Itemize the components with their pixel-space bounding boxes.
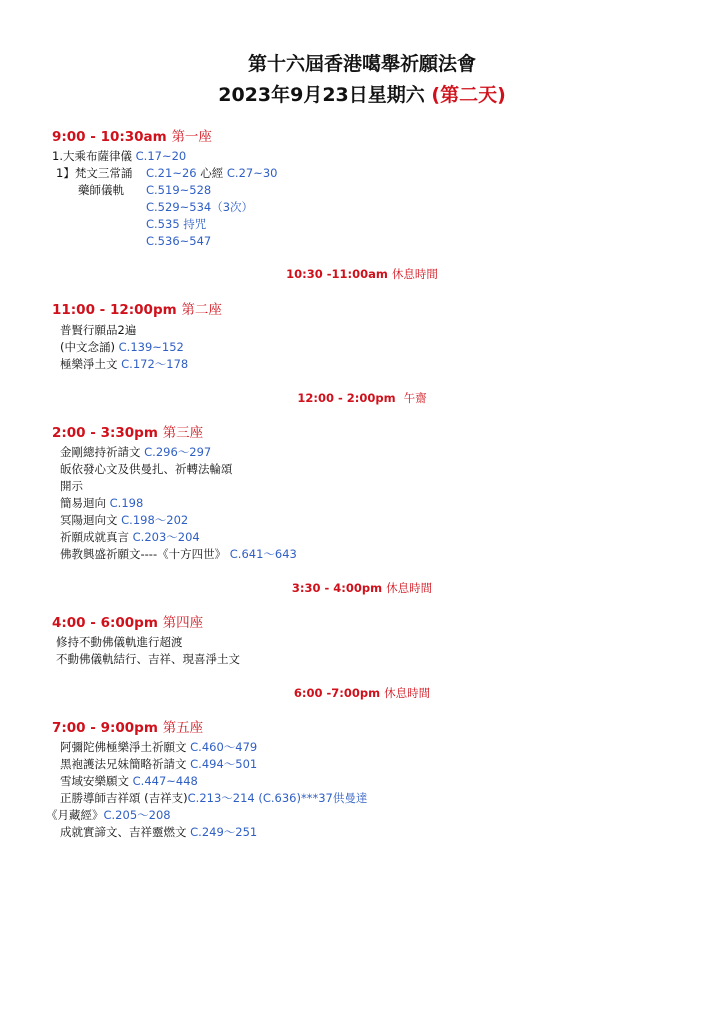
session-1-heading (52, 128, 212, 146)
list-item (60, 444, 211, 460)
page-ref: C.17~20 (135, 149, 187, 163)
break-time: 6:00 -7:00pm (293, 686, 381, 700)
list-item (60, 461, 233, 477)
page-ref: C.535 持咒 (146, 217, 207, 231)
page-ref: C.536~547 (146, 234, 212, 248)
session-2-heading (52, 301, 222, 319)
session-4-heading (52, 614, 203, 632)
list-item (60, 824, 257, 840)
list-item (60, 546, 297, 562)
page-ref: C.460～479 (190, 740, 258, 754)
session-name: 第二座 (181, 302, 222, 318)
list-item (60, 322, 136, 338)
list-item (60, 495, 143, 511)
break-label: 午齋 (403, 391, 427, 405)
break-heading (0, 685, 724, 701)
item-text: 阿彌陀佛極樂淨土祈願文 (60, 740, 187, 754)
session-3-heading (52, 424, 203, 442)
break-label: 休息時間 (386, 581, 433, 595)
item-text: 極樂淨土文 (60, 357, 118, 371)
list-item (52, 148, 186, 164)
page-ref: C.249～251 (190, 825, 258, 839)
item-text: 普賢行願品2遍 (60, 323, 137, 337)
page-ref: C.494～501 (190, 757, 258, 771)
list-item (78, 182, 124, 198)
item-text: 簡易迴向 (60, 496, 106, 510)
page-ref: C.198 (109, 496, 144, 510)
page-ref: C.296～297 (144, 445, 212, 459)
item-text: 皈依發心文及供曼扎、祈轉法輪頌 (60, 462, 233, 476)
break-heading (0, 580, 724, 596)
item-text: 成就實諦文、吉祥靈燃文 (60, 825, 187, 839)
document-date-heading (0, 83, 724, 107)
page-ref-secondary: C.27~30 (226, 166, 278, 180)
page-ref: C.519~528 (146, 183, 212, 197)
item-text: (中文念誦) (60, 340, 115, 354)
session-name: 第四座 (162, 615, 204, 631)
session-name: 第五座 (162, 720, 204, 736)
page-ref: C.641～643 (229, 547, 297, 561)
item-text-secondary: 心經 (200, 166, 224, 180)
session-time: 4:00 - 6:00pm (52, 615, 158, 631)
session-time: 7:00 - 9:00pm (52, 720, 158, 736)
item-text: 金剛總持祈請文 (60, 445, 141, 459)
item-text: 修持不動佛儀軌進行超渡 (56, 635, 183, 649)
page-ref: C.447~448 (132, 774, 198, 788)
session-time: 11:00 - 12:00pm (52, 302, 177, 318)
item-text: 不動佛儀軌結行、吉祥、現喜淨土文 (56, 652, 240, 666)
page-ref: C.172～178 (121, 357, 189, 371)
page-ref: C.139~152 (118, 340, 184, 354)
day-label: (第二天) (431, 84, 506, 106)
break-time: 12:00 - 2:00pm (297, 391, 396, 405)
item-text: 1】梵文三常誦 (56, 166, 133, 180)
session-time: 9:00 - 10:30am (52, 129, 167, 145)
list-item-refs (146, 165, 278, 181)
list-item (60, 739, 257, 755)
item-text: 1.大乘布薩律儀 (52, 149, 132, 163)
list-item (60, 790, 367, 806)
list-item (60, 756, 257, 772)
document-title: 第十六屆香港噶舉祈願法會 (247, 53, 476, 75)
page-ref: C.529~534（3次） (146, 200, 254, 214)
list-item (60, 512, 188, 528)
item-text: 佛教興盛祈願文----《十方四世》 (60, 547, 227, 561)
break-label: 休息時間 (384, 686, 431, 700)
page-ref: C.21~26 (146, 166, 197, 180)
page-ref: C.198～202 (121, 513, 189, 527)
session-time: 2:00 - 3:30pm (52, 425, 158, 441)
break-label: 休息時間 (391, 267, 438, 281)
page-ref: C.205～208 (103, 808, 171, 822)
item-text: 雪域安樂願文 (60, 774, 129, 788)
list-item (56, 165, 132, 181)
item-text: 《月藏經》 (46, 808, 104, 822)
list-item (56, 634, 183, 650)
item-text: 祈願成就真言 (60, 530, 129, 544)
item-text: 開示 (60, 479, 83, 493)
list-item (60, 773, 198, 789)
page-ref: C.213～214 (C.636)***37供曼達 (187, 791, 368, 805)
item-text: 正勝導師吉祥頌 (吉祥支) (60, 791, 188, 805)
list-item (56, 651, 240, 667)
list-item (60, 356, 188, 372)
item-text: 冥陽迴向文 (60, 513, 118, 527)
list-item (60, 478, 83, 494)
item-text: 黑袍護法兄妹簡略祈請文 (60, 757, 187, 771)
list-item (46, 807, 171, 823)
break-heading (0, 266, 724, 282)
break-time: 10:30 -11:00am (286, 267, 388, 281)
break-time: 3:30 - 4:00pm (291, 581, 383, 595)
session-5-heading (52, 719, 203, 737)
session-name: 第三座 (162, 425, 204, 441)
list-item (60, 339, 184, 355)
page-ref: C.203～204 (132, 530, 200, 544)
break-heading (0, 390, 724, 406)
list-item (60, 529, 200, 545)
item-text: 藥師儀軌 (78, 183, 124, 197)
date-text: 2023年9月23日星期六 (218, 84, 425, 106)
session-name: 第一座 (171, 129, 212, 145)
